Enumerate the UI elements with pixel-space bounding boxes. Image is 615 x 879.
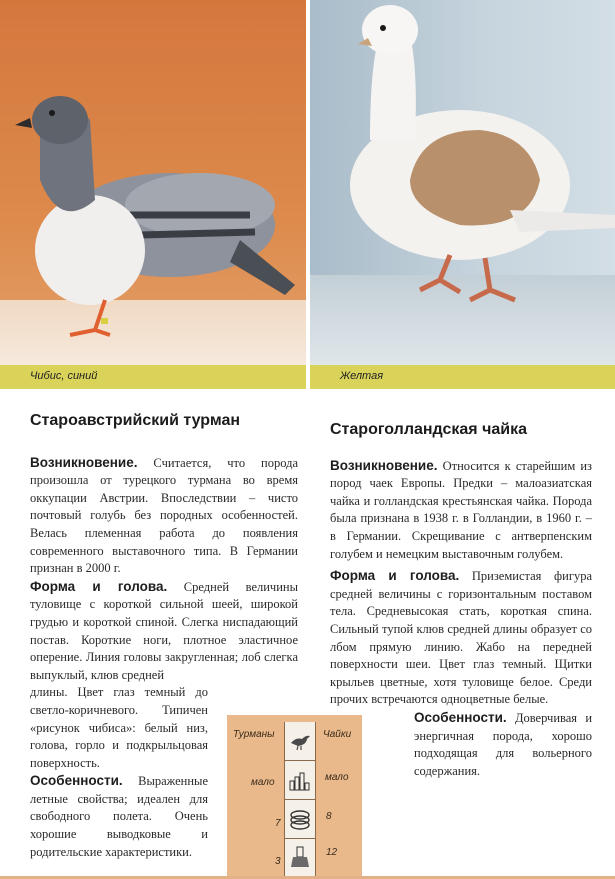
row4-right-value: 12 xyxy=(326,847,338,858)
right-article xyxy=(330,412,592,780)
shape-text: Средней величины туловище с короткой сильной шеей, широкой грудью и короткой спиной. Слегка ниспадающий постав. Короткие ноги, плотное эластичное оперение. Линия головы закругленная; лоб слегка выпуклый, клюв средней xyxy=(30,579,298,682)
bar-scale-icon xyxy=(285,761,315,800)
origin-paragraph xyxy=(30,454,298,578)
caption-bar-left xyxy=(0,365,306,389)
features-paragraph xyxy=(414,709,592,780)
bird-icon xyxy=(285,722,315,761)
shape-lead: Форма и голова. xyxy=(330,568,460,584)
photo-right xyxy=(310,0,615,365)
right-header: Чайки xyxy=(323,729,352,740)
row2-left-value: мало xyxy=(251,777,275,788)
photo-left xyxy=(0,0,306,365)
photo-caption-left: Чибис, синий xyxy=(30,370,98,382)
origin-text: Относится к старейшим из пород чаек Европы. Предки – малоазиатская чайка и голландская крестьянская чайка. Порода была признана в 1938 г. в Голландии, в 1960 г. – в Германии. Скрещивание с антверпенским голубем и немецким выставочным голубем. xyxy=(330,458,592,561)
caption-bar-right xyxy=(310,365,615,389)
icon-column xyxy=(284,722,316,879)
features-text: Выраженные летные свойства; идеален для свободного полета. Очень хорошие выводковые и родительские характеристики. xyxy=(30,774,208,859)
article-title: Староавстрийский турман xyxy=(30,412,241,429)
shape-text: Приземистая фигура средней величины с горизонтальным поставом тела. Средневысокая стать, короткая спина. Сильный тупой клюв средней длины образует со лбом прямую линию. Жабо на передней поверхности шеи. Цвет глаз темный. Щитки крыльев цветные, хотя туловище белое. Среди прочих встречаются одноцветные белые. xyxy=(330,569,592,707)
article-title: Староголландская чайка xyxy=(330,421,528,438)
pigeon-blue-icon xyxy=(0,0,306,365)
left-header: Турманы xyxy=(233,729,275,740)
leg-rings-icon xyxy=(285,800,315,839)
features-lead: Особенности. xyxy=(414,709,507,725)
shape-paragraph xyxy=(30,578,298,685)
shape-lead: Форма и голова. xyxy=(30,578,168,594)
origin-paragraph xyxy=(330,457,592,564)
row3-left-value: 7 xyxy=(275,818,281,829)
shape-paragraph xyxy=(330,567,592,709)
features-text: Доверчивая и энергичная порода, хорошо подходящая для вольерного содержания. xyxy=(414,710,593,778)
origin-lead: Возникновение. xyxy=(30,454,138,470)
row2-right-value: мало xyxy=(325,772,349,783)
photo-caption-right: Желтая xyxy=(340,370,384,382)
shape-continued: длины. Цвет глаз темный до светло-коричневого. Типичен «рисунок чибиса»: белый низ, голова, горло и подкрыльцовая поверхность. xyxy=(30,685,208,770)
origin-lead: Возникновение. xyxy=(330,457,438,473)
features-paragraph xyxy=(30,772,208,861)
row3-right-value: 8 xyxy=(326,811,332,822)
breed-comparison-box xyxy=(227,715,362,879)
row4-left-value: 3 xyxy=(275,856,281,867)
origin-text: Считается, что порода произошла от турецкого турмана во время оккупации Австрии. Впоследствии – чисто почтовый голубь без породных особенностей. Велась племенная работа до появления современного выставочного типа. В Германии признан в 2000 г. xyxy=(30,455,298,576)
pigeon-yellow-icon xyxy=(310,0,615,365)
features-lead: Особенности. xyxy=(30,773,123,789)
feeder-icon xyxy=(285,839,315,877)
